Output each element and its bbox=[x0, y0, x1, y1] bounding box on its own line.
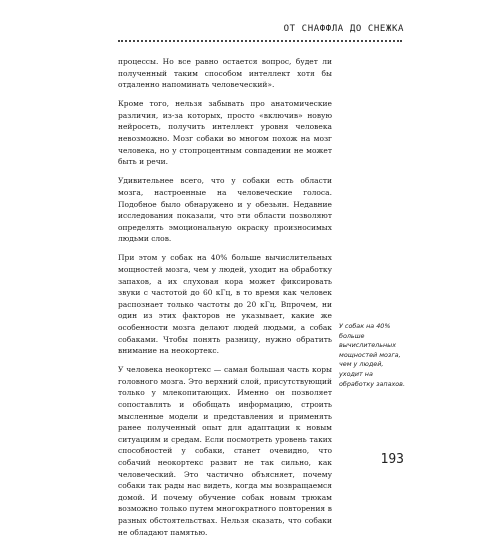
dotted-header-rule bbox=[118, 40, 402, 42]
main-text-column bbox=[118, 56, 332, 546]
paragraph-1: процессы. Но все равно остается вопрос, будет ли полученный таким способом интеллект хотя бы отдаленно напоминать человеческий». bbox=[118, 57, 332, 90]
running-title: ОТ СНАФФЛА ДО СНЕЖКА bbox=[283, 24, 404, 34]
paragraph-5: У человека неокортекс — самая большая часть коры головного мозга. Это верхний слой, присутствующий только у млекопитающих. Именно он позволяет сопоставлять и обобщать информацию, строить мысленные модели и представления и применять ранее полученный опыт для адаптации к новым ситуациям и средам. Если посмотреть уровень таких способностей у собаки, станет очевидно, что собачий неокортекс развит не так сильно, как человеческий. Это частично объясняет, почему собаки так рады нас видеть, когда мы возвращаемся домой. И почему обучение собак новым трюкам возможно только путем многократного повторения в разных обстоятельствах. Нельзя сказать, что собаки не обладают памятью. bbox=[118, 365, 332, 537]
margin-pull-quote: У собак на 40% больше вычислительных мощностей мозга, чем у людей, уходит на обработку запахов. bbox=[339, 322, 405, 388]
page-number: 193 bbox=[380, 452, 404, 467]
paragraph-3: Удивительнее всего, что у собаки есть области мозга, настроенные на человеческие голоса. Подобное было обнаружено и у обезьян. Недавние исследования показали, что эти области позволяют определять эмоциональную окраску произносимых людьми слов. bbox=[118, 176, 332, 244]
paragraph-2: Кроме того, нельзя забывать про анатомические различия, из-за которых, просто «включив» новую нейросеть, получить интеллект уровня человека невозможно. Мозг собаки во многом похож на мозг человека, но у стопроцентным совпадении не может быть и речи. bbox=[118, 99, 332, 167]
paragraph-4: При этом у собак на 40% больше вычислительных мощностей мозга, чем у людей, уходит на обработку запахов, а их слуховая кора может фиксировать звуки с частотой до 60 кГц, в то время как человек распознает только частоты до 20 кГц. Впрочем, ни один из этих факторов не указывает, какие же особенности мозга делают людей людьми, а собак собаками. Чтобы понять разницу, нужно обратить внимание на неокортекс. bbox=[118, 253, 332, 356]
